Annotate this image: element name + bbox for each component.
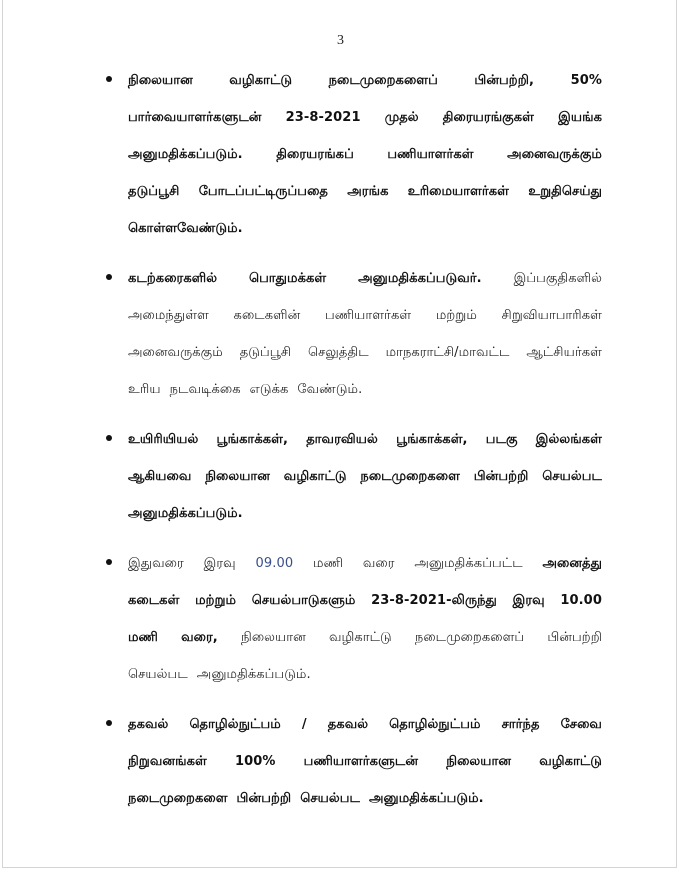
word: செயல்பட (128, 666, 188, 682)
word: ஆகியவை (128, 468, 192, 484)
word: நடவடிக்கை (169, 381, 241, 397)
bullet-item (106, 62, 602, 247)
word: நிலையான (240, 629, 306, 645)
word: மணி (128, 629, 158, 645)
word: அனைவருக்கும் (507, 146, 602, 162)
word: 50% (570, 73, 602, 88)
word: அமைந்துள்ள (128, 307, 209, 323)
word: நடைமுறைகளை (360, 468, 460, 484)
word: செயல்பட (300, 790, 360, 806)
word: அனுமதிக்கப்படும். (128, 505, 243, 521)
page-number: 3 (337, 33, 344, 48)
word: சேவை (560, 716, 602, 732)
text-line (128, 545, 602, 582)
word: திரையரங்குகள் (442, 109, 535, 125)
word: சிறுவியாபாரிகள் (501, 307, 602, 323)
word: செலுத்திட (308, 344, 369, 360)
word: நடைமுறைகளை (128, 790, 228, 806)
text-line (128, 62, 602, 99)
word: படகு (485, 431, 518, 447)
word: அனுமதிக்கப்படும். (196, 666, 311, 682)
bullet-item (106, 421, 602, 532)
word: 10.00 (560, 593, 602, 608)
word: அனுமதிக்கப்பட்ட (414, 555, 523, 571)
word: கொள்ளவேண்டும். (128, 220, 243, 236)
text-line (128, 743, 602, 780)
word: 23-8-2021 (285, 110, 361, 125)
word: தகவல் (327, 716, 369, 732)
text-line (128, 297, 602, 334)
word: இயங்க (558, 109, 602, 125)
word: 09.00 (255, 556, 294, 571)
word: உரிய (128, 381, 161, 397)
word: தடுப்பூசி (239, 344, 292, 360)
word: இப்பகுதிகளில் (513, 270, 602, 286)
word: ஆட்சியர்கள் (526, 344, 602, 360)
text-line (128, 334, 602, 371)
word: வழிகாட்டு (229, 72, 293, 88)
word: தடுப்பூசி (128, 183, 180, 199)
word: பூங்காக்கள், (216, 431, 289, 447)
word: அனைத்து (542, 555, 602, 571)
word: வழிகாட்டு (539, 753, 602, 769)
text-line (128, 495, 602, 532)
text-line (128, 421, 602, 458)
word: பார்வையாளர்களுடன் (128, 109, 262, 125)
word: இதுவரை (128, 555, 184, 571)
word: நிலையான (446, 753, 512, 769)
text-line (128, 656, 602, 693)
word: நிலையான (128, 72, 193, 88)
bullet-dot-icon (106, 274, 112, 280)
word: பூங்காக்கள், (396, 431, 468, 447)
word: / (301, 717, 307, 732)
word: பின்பற்றி (473, 468, 529, 484)
bullet-item (106, 545, 602, 693)
word: பணியாளர்கள் (387, 146, 474, 162)
text-line (128, 619, 602, 656)
bullet-dot-icon (106, 559, 112, 565)
word: இல்லங்கள் (535, 431, 602, 447)
word: உயிரியியல் (128, 431, 199, 447)
text-line (128, 780, 602, 817)
word: அனுமதிக்கப்படுவர். (358, 270, 482, 286)
bullet-dot-icon (106, 435, 112, 441)
text-line (128, 371, 602, 408)
word: கடற்கரைகளில் (128, 270, 218, 286)
word: கடைகள் (128, 592, 180, 608)
word: வரை (362, 555, 395, 571)
bullet-list (106, 62, 602, 830)
word: நடைமுறைகளைப் (328, 72, 438, 88)
word: நிறுவனங்கள் (128, 753, 207, 769)
word: பணியாளர்கள் (324, 307, 412, 323)
word: பணியாளர்களுடன் (303, 753, 419, 769)
word: உரிமையாளர்கள் (407, 183, 510, 199)
word: வழிகாட்டு (328, 629, 392, 645)
word: கடைகளின் (233, 307, 301, 323)
word: முதல் (384, 109, 419, 125)
text-line (128, 99, 602, 136)
word: மற்றும் (435, 307, 477, 323)
word: மாநகராட்சி/மாவட்ட (385, 344, 510, 360)
word: நிலையான (205, 468, 270, 484)
word: மற்றும் (195, 592, 237, 608)
text-line (128, 458, 602, 495)
word: சார்ந்த (501, 716, 540, 732)
word: அரங்க (347, 183, 389, 199)
text-line (128, 136, 602, 173)
word: 100% (234, 754, 276, 769)
word: தொழில்நுட்பம் (389, 716, 481, 732)
word: உறுதிசெய்து (528, 183, 602, 199)
word: பொதுமக்கள் (248, 270, 327, 286)
word: தொழில்நுட்பம் (189, 716, 281, 732)
text-line (128, 582, 602, 619)
text-line (128, 210, 602, 247)
word: பின்பற்றி (236, 790, 292, 806)
word: மணி (313, 555, 344, 571)
word: எடுக்க (249, 381, 289, 397)
word: அனைவருக்கும் (128, 344, 223, 360)
word: தாவரவியல் (306, 431, 378, 447)
word: 23-8-2021-லிருந்து (371, 592, 497, 608)
text-line (128, 706, 602, 743)
word: வேண்டும். (297, 381, 363, 397)
word: இரவு (512, 592, 545, 608)
text-line (128, 260, 602, 297)
word: தகவல் (128, 716, 169, 732)
word: வரை, (181, 629, 218, 645)
word: பின்பற்றி, (474, 72, 535, 88)
word: நடைமுறைகளைப் (414, 629, 525, 645)
word: போடப்பட்டிருப்பதை (198, 183, 328, 199)
bullet-item (106, 706, 602, 817)
word: திரையரங்கப் (276, 146, 354, 162)
bullet-dot-icon (106, 720, 112, 726)
word: அனுமதிக்கப்படும். (368, 790, 484, 806)
word: செயல்பட (542, 468, 602, 484)
word: பின்பற்றி (547, 629, 602, 645)
word: அனுமதிக்கப்படும். (128, 146, 243, 162)
word: வழிகாட்டு (283, 468, 347, 484)
text-line (128, 173, 602, 210)
word: இரவு (203, 555, 236, 571)
bullet-dot-icon (106, 76, 112, 82)
bullet-item (106, 260, 602, 408)
word: செயல்பாடுகளும் (251, 592, 356, 608)
